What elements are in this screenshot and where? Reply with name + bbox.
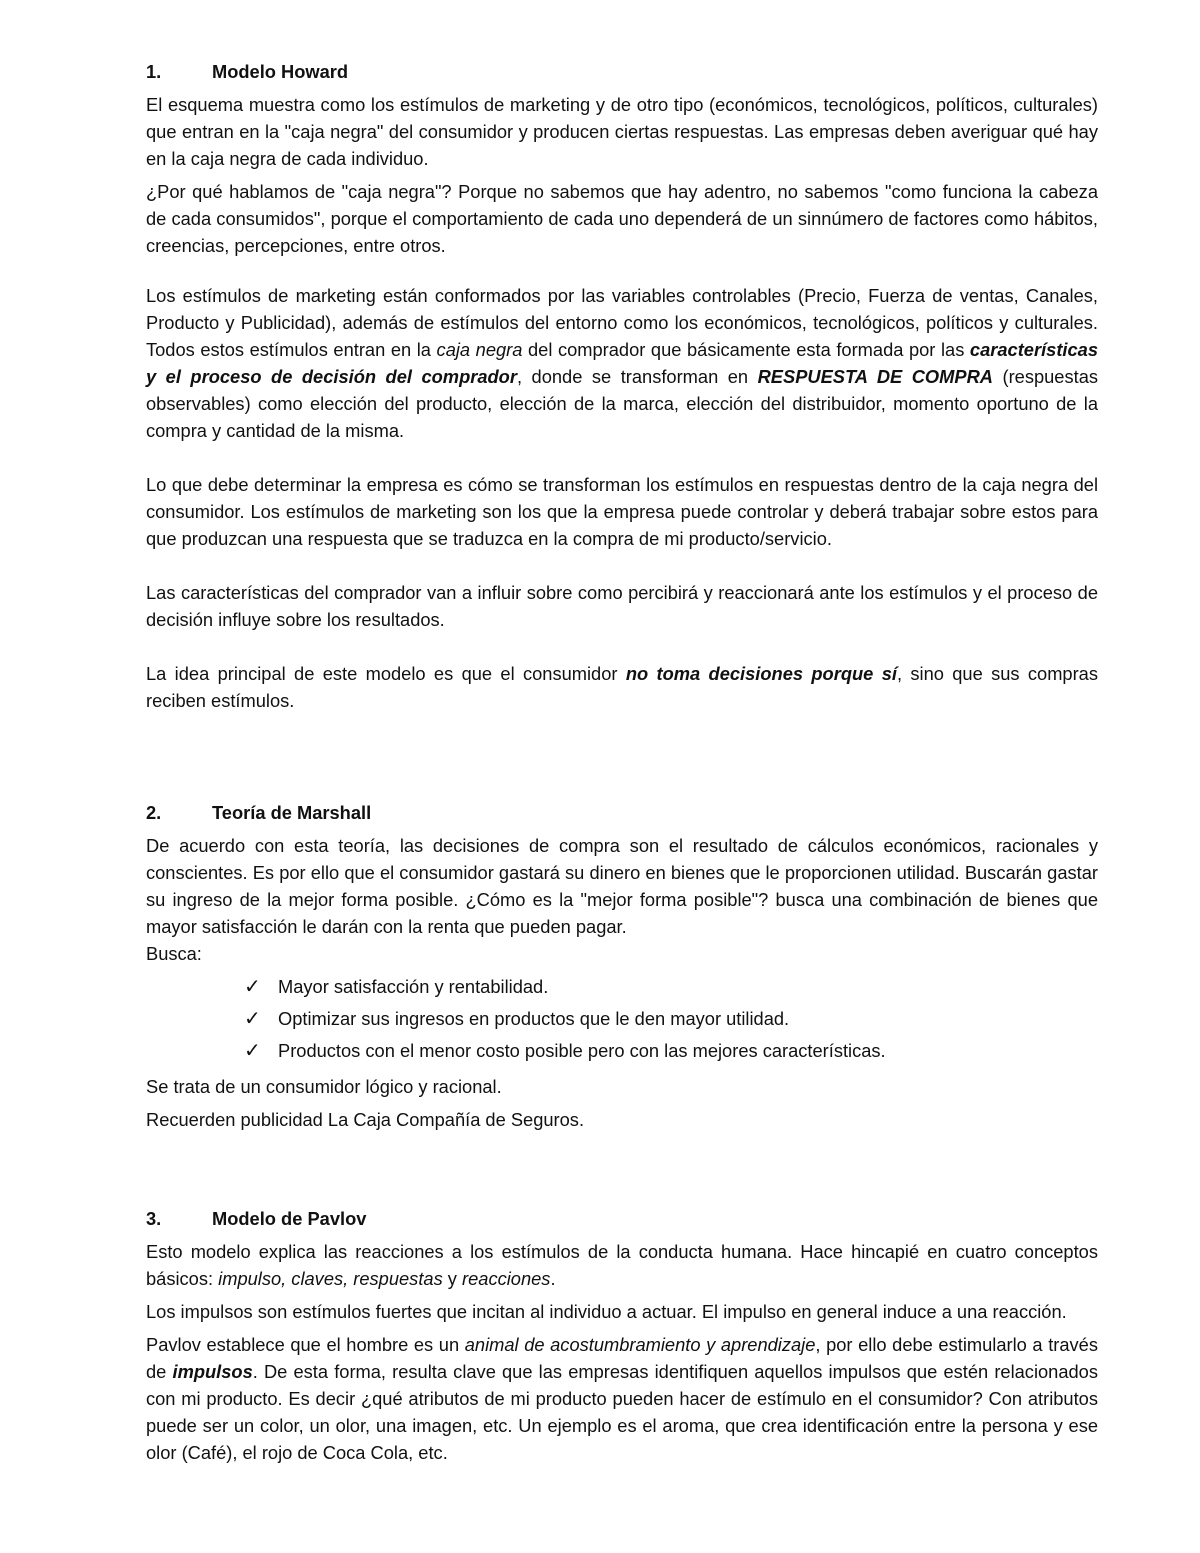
section-heading [146,1206,1098,1232]
section-marshall [146,800,1098,1133]
section-title: Modelo de Pavlov [212,1208,367,1229]
section-number: 3. [146,1208,162,1229]
paragraph: Recuerden publicidad La Caja Compañía de Seguros. [146,1109,585,1130]
paragraph: Las características del comprador van a influir sobre como percibirá y reaccionará ante los estímulos y el proceso de decisión influye sobre los resultados. [146,582,1098,630]
list-item-text: Productos con el menor costo posible pero con las mejores características. [278,1040,886,1061]
italic-text: reacciones [462,1268,551,1289]
text-run: , sino que sus compras reciben estímulos. [146,663,1098,711]
list-item-text: Mayor satisfacción y rentabilidad. [278,976,549,997]
section-title: Teoría de Marshall [212,802,372,823]
italic-text: animal de acostumbramiento y aprendizaje [464,1334,816,1355]
section-number: 2. [146,802,162,823]
paragraph: Lo que debe determinar la empresa es cómo se transforman los estímulos en respuestas dentro de la caja negra del consumidor. Los estímulos de marketing son los que la empresa puede controlar y deberá trabajar sobre estos para que produzcan una respuesta que se traduzca en la compra de mi producto/servicio. [146,474,1098,549]
section-howard [146,59,1098,714]
text-run: Los estímulos de marketing están conformados por las variables controlables (Precio, Fuerza de ventas, Canales, Producto y Publicidad), además de estímulos del entorno como los económicos, tecnológicos, políticos y culturales. Todos estos estímulos entran en la [146,285,1098,360]
paragraph: ¿Por qué hablamos de "caja negra"? Porque no sabemos que hay adentro, no sabemos "como funciona la cabeza de cada consumidos", porque el comportamiento de cada uno dependerá de un sinnúmero de factores como hábitos, creencias, percepciones, entre otros. [146,181,1098,256]
bold-italic-text: no toma decisiones porque sí [625,663,897,684]
italic-text: impulso, claves, respuestas [218,1268,443,1289]
paragraph: El esquema muestra como los estímulos de marketing y de otro tipo (económicos, tecnológicos, políticos, culturales) que entran en la "caja negra" del consumidor y producen ciertas respuestas. Las empresas deben averiguar qué hay en la caja negra de cada individuo. [146,94,1098,169]
text-run: y [442,1268,463,1289]
paragraph [146,1238,1098,1292]
paragraph [146,660,1098,714]
list-item-text: Optimizar sus ingresos en productos que le den mayor utilidad. [278,1008,790,1029]
paragraph [146,282,1098,444]
section-heading [146,800,1098,826]
paragraph: Los impulsos son estímulos fuertes que incitan al individuo a actuar. El impulso en general induce a una reacción. [146,1301,1067,1322]
paragraph [146,1331,1098,1466]
text-run: Pavlov establece que el hombre es un [146,1334,465,1355]
text-run: , por ello debe estimularlo a través de [146,1334,1098,1382]
paragraph: De acuerdo con esta teoría, las decisiones de compra son el resultado de cálculos económicos, racionales y conscientes. Es por ello que el consumidor gastará su dinero en bienes que le proporcionen utilidad. Buscarán gastar su ingreso de la mejor forma posible. ¿Cómo es la "mejor forma posible"? busca una combinación de bienes que mayor satisfacción le darán con la renta que pueden pagar. [146,835,1098,937]
section-pavlov [146,1206,1098,1466]
paragraph: Se trata de un consumidor lógico y racional. [146,1076,502,1097]
section-heading [146,59,1098,85]
text-run: . [550,1268,556,1289]
check-icon: ✓ [244,1040,261,1062]
section-number: 1. [146,61,162,82]
text-run: . De esta forma, resulta clave que las empresas identifiquen aquellos impulsos que estén relacionados con mi producto. Es decir ¿qué atributos de mi producto pueden hacer de estímulo en el consumidor? Con atributos puede ser un color, un olor, una imagen, etc. Un ejemplo es el aroma, que crea identificación entre la persona y ese olor (Café), el rojo de Coca Cola, etc. [146,1361,1098,1463]
text-run: , donde se transforman en [516,366,758,387]
text-run: Esto modelo explica las reacciones a los estímulos de la conducta humana. Hace hincapié en cuatro conceptos básicos: [146,1241,1098,1289]
bold-italic-text: impulsos [172,1361,253,1382]
list-item [146,1035,1098,1067]
text-run: del comprador que básicamente esta formada por las [522,339,970,360]
paragraph: Busca: [146,943,202,964]
check-icon: ✓ [244,976,261,998]
list-item [146,1003,1098,1035]
italic-text: caja negra [436,339,523,360]
section-title: Modelo Howard [212,61,349,82]
check-icon: ✓ [244,1008,261,1030]
bold-italic-text: RESPUESTA DE COMPRA [757,366,993,387]
bold-italic-text: características y el proceso de decisión del comprador [146,339,1098,387]
text-run: (respuestas observables) como elección del producto, elección de la marca, elección del distribuidor, momento oportuno de la compra y cantidad de la misma. [146,366,1099,441]
text-run: La idea principal de este modelo es que el consumidor [146,663,626,684]
list-item [146,971,1098,1003]
check-list [146,971,1098,1067]
